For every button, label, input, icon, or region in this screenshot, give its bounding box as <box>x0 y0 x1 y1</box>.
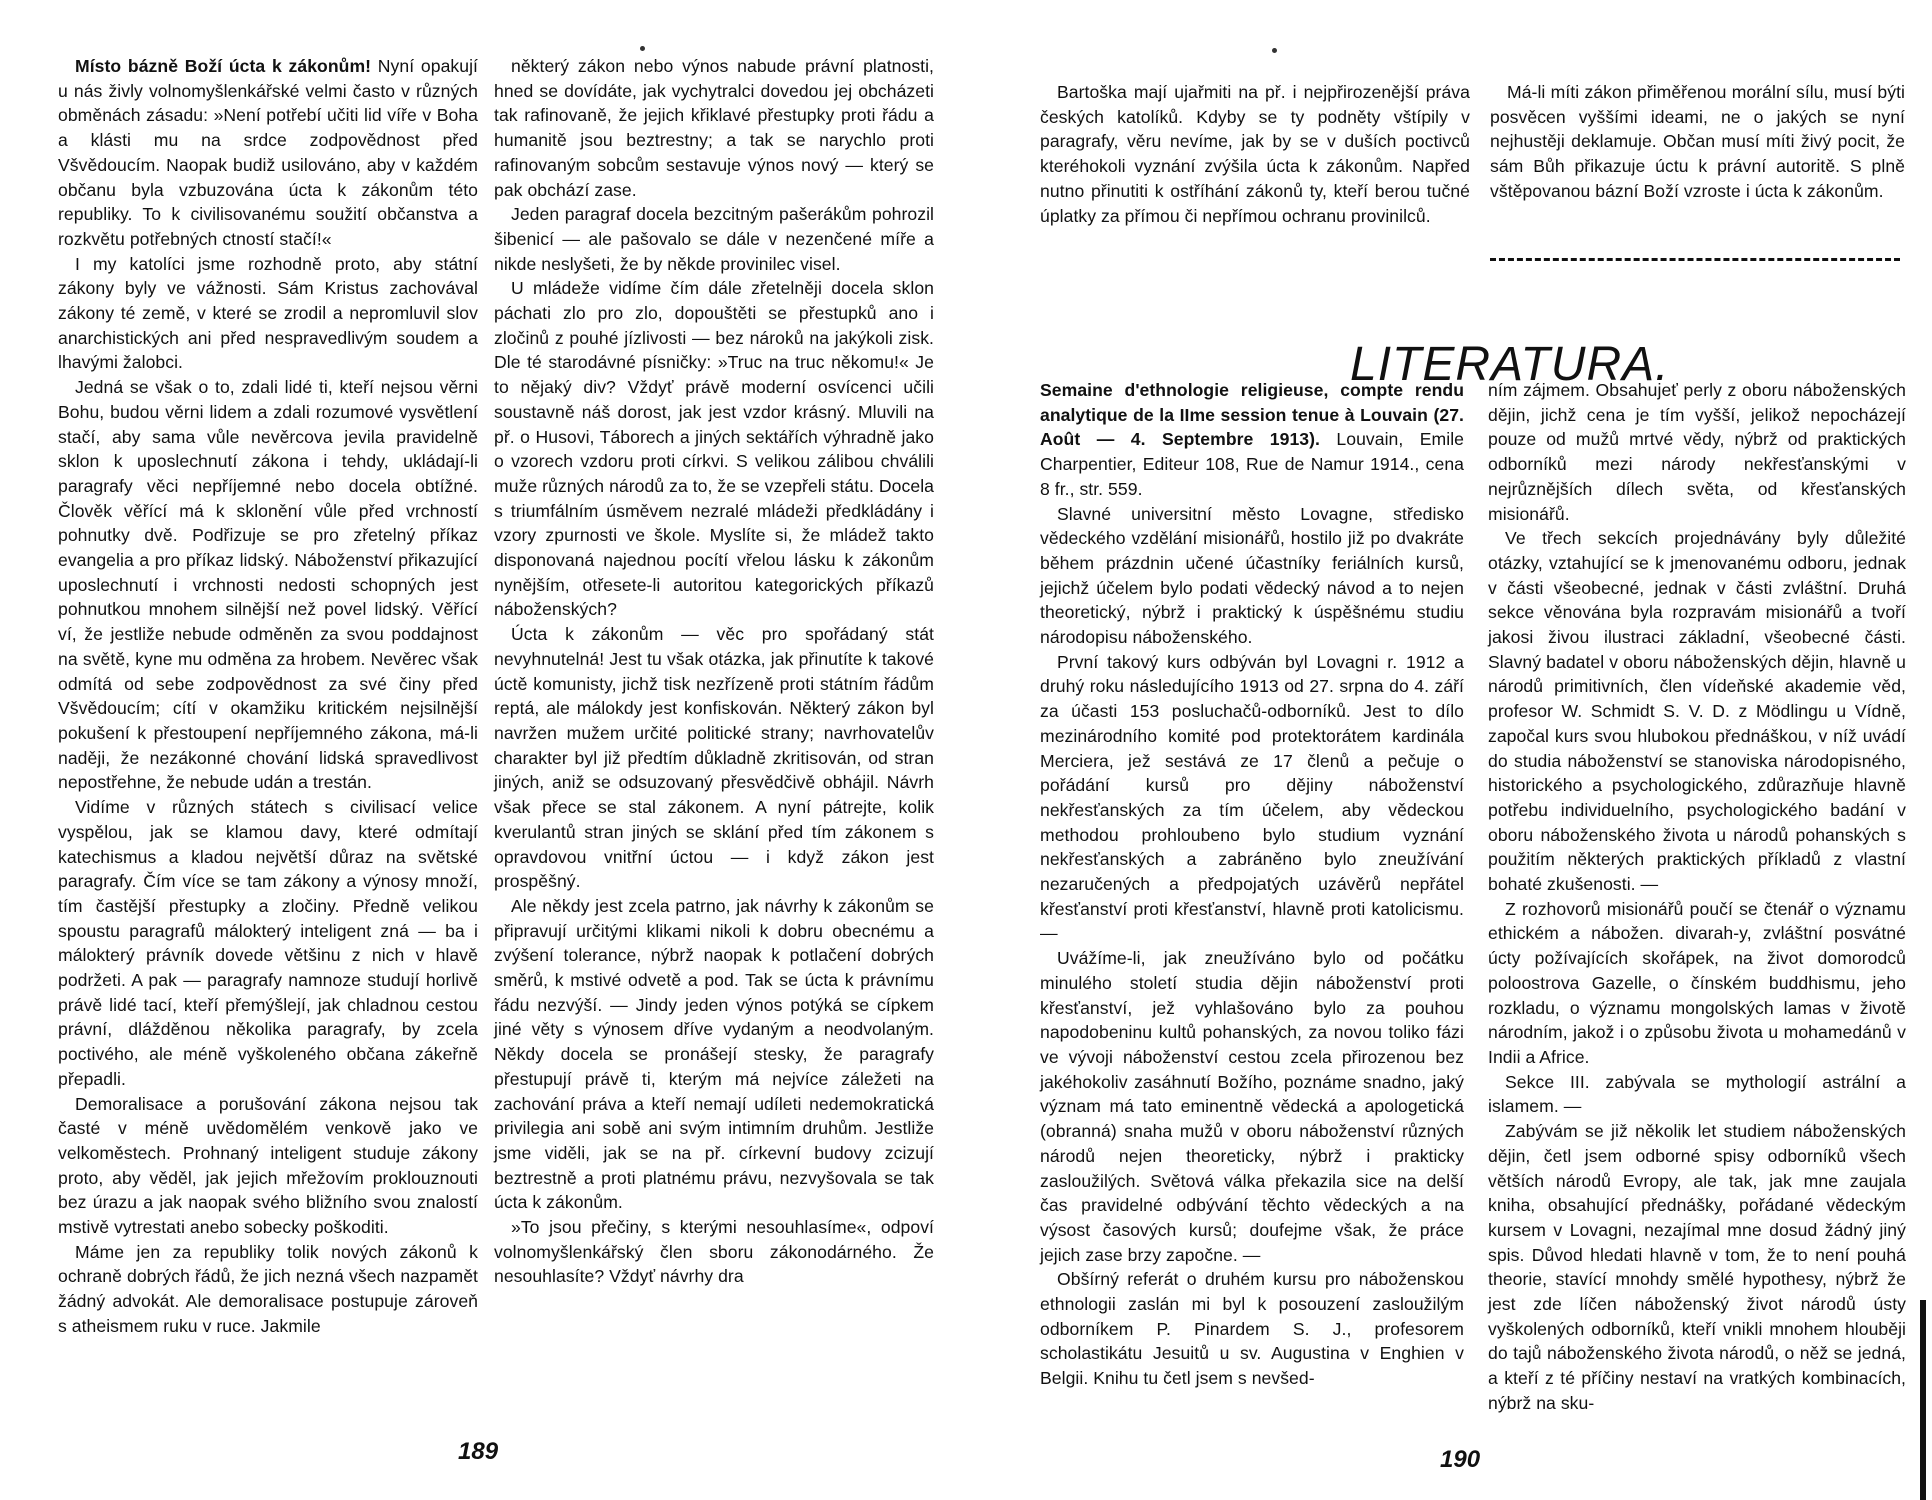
paragraph <box>1488 1070 1906 1119</box>
paragraph-text: Máme jen za republiky tolik nových zákonů k ochraně dobrých řádů, že jich nezná všech nazpamět žádný advokát. Ale demoralisace postupuje zároveň s atheismem ruku v ruce. Jakmile <box>58 1241 478 1336</box>
paragraph <box>1040 80 1470 228</box>
paragraph <box>1040 946 1464 1267</box>
paragraph-text: Nyní opakují u nás živly volnomyšlenkářské velmi často v různých obměnách zásadu: »Není potřebí učiti lid víře v Boha a klásti mu na srdce zodpovědnost před Všvědoucím. Naopak budiž usilováno, aby v každém občanu byla vzbuzována úcta k zákonům této republiky. To k civilisovanému soužití občanstva a rozkvětu potřebných ctností stačí!« <box>58 56 478 249</box>
paragraph-text: I my katolíci jsme rozhodně proto, aby státní zákony byly ve vážnosti. Sám Kristus zachovával zákony té země, v které se zrodil a nepromluvil slov anarchistických ani před nespravedlivým soudem a lhavými žalobci. <box>58 253 478 373</box>
paragraph <box>58 54 478 252</box>
paragraph <box>494 276 934 622</box>
paragraph-text: Ale někdy jest zcela patrno, jak návrhy k zákonům se připravují určitými klikami nikoli k dobru obecnému a zvýšení tolerance, nýbrž naopak k potlačení dobrých směrů, k mstivé odvetě a pod. Tak se úcta k právnímu řádu nezvýší. — Jindy jeden výnos potýká se cípkem jiné věty s výnosem dříve vydaným a neodvolaným. Někdy docela se pronášejí stesky, že paragrafy přestupují právě ti, kterým má nejvíce záležeti na zachování práva a kteří nemají udíleti nedemokratická privilegia ani sobě ani svým intimním druhům. Jestliže jsme viděli, jak se na př. církevní budovy zcizují beztrestně a proti platnému právu, nezvyšovala se tak úcta k zákonům. <box>494 895 934 1213</box>
page-number-left: 189 <box>458 1438 499 1465</box>
right-column-2 <box>1490 80 1905 204</box>
paragraph-text: některý zákon nebo výnos nabude právní platnosti, hned se dovídáte, jak vychytralci dovedou jej obcházeti tak rafinovaně, že jejich křiklavé přestupky proti řádu a humanitě jsou beztrestny; a tak se narychlo proti rafinovaným sobcům sestavuje výnos nový — který se pak obchází zase. <box>494 56 934 200</box>
paragraph <box>58 1092 478 1240</box>
paragraph-text: Uvážíme-li, jak zneužíváno bylo od počátku minulého století studia dějin náboženství proti křesťanství, jež vyhlašováno bylo za pouhou napodobeninu kultů pohanských, za novou toliko fázi ve vývoji náboženství cestou zcela přirozenou bez jakéhokoliv zasáhnutí Božího, poznáme snadno, jaký význam má tato eminentně vědecká a apologetická (obranná) snaha mužů v oboru náboženství různých národů nejen theoreticky, nýbrž i prakticky zasloužilých. Světová válka překazila sice na delší čas pravidelné odbývání těchto vědeckých a na výsost časových kursů; doufejme však, že práce jejich zase brzy započne. — <box>1040 948 1464 1265</box>
paragraph <box>58 375 478 795</box>
paragraph-lead: Místo bázně Boží úcta k zákonům! <box>75 56 372 76</box>
paragraph-text: Demoralisace a porušování zákona nejsou tak časté v méně uvědomělém venkově jako ve velkoměstech. Prohnaný inteligent studuje zákony proto, aby věděl, jak jejich mřežovím proklouznouti bez úrazu a jak naopak svého bližního svou znalostí mstivě vytrestati anebo sobecky poškoditi. <box>58 1093 478 1238</box>
paragraph-text: Slavné universitní město Lovagne, středisko vědeckého vzdělání misionářů, hostilo již po dvakráte během prázdnin učené účastníky feriálních kursů, jejichž účelem bylo podati vědecký návod a to nejen theoretický, nýbrž i praktický k úspěšnému studiu národopisu náboženského. <box>1040 503 1464 648</box>
paragraph <box>58 1240 478 1339</box>
paragraph <box>1040 650 1464 946</box>
paragraph <box>1488 1119 1906 1415</box>
paragraph-text: Obšírný referát o druhém kursu pro náboženskou ethnologii zaslán mi byl k posouzení zasloužilým odborníkem P. Pinardem S. J., profesorem scholastikátu Jesuitů u sv. Augustina v Enghien v Belgii. Knihu tu četl jsem s nevšed- <box>1040 1269 1464 1389</box>
paragraph <box>1488 897 1906 1070</box>
paragraph <box>1040 378 1464 502</box>
paragraph <box>58 252 478 376</box>
literatura-column-1 <box>1040 378 1464 1391</box>
left-column-1 <box>58 54 478 1339</box>
literatura-column-2 <box>1488 378 1906 1416</box>
paragraph <box>1488 526 1906 897</box>
paragraph <box>494 54 934 202</box>
page-number-right: 190 <box>1440 1446 1481 1473</box>
left-column-2 <box>494 54 934 1289</box>
paragraph <box>58 795 478 1091</box>
paragraph-text: U mládeže vidíme čím dále zřetelněji docela sklon páchati zlo pro zlo, dopouštěti se přestupků ano i zločinů z pouhé jízlivosti — bez nároků na jakýkoli zisk. Dle té starodávné písničky: »Truc na truc někomu!« Je to nějaký div? Vždyť právě moderní osvícenci učili soustavně náš dorost, jak jest vzdor krásný. Mluvili na př. o Husovi, Táborech a jiných sektářích výhradně jako o vzorech vzdoru proti církvi. S velikou zálibou chválili muže různých národů za to, že se vzepřeli státu. Docela s triumfálním úsměvem nezralé mládeži předkládány i vzory zpurnosti ve škole. Myslíte si, že mládež takto disponovaná najednou pocítí vřelou lásku k zákonům nynějším, otřesete-li autoritou kategorických příkazů náboženských? <box>494 278 934 620</box>
paragraph-text: Zabývám se již několik let studiem náboženských dějin, četl jsem odborné spisy odborníků všech větších národů Evropy, ale tak, jak mne zaujala kniha, obsahující přednášky, pořádané vědeckým kursem v Lovagni, nezajímal mne dosud žádný jiný spis. Důvod hledati hlavně v tom, že to není pouhá theorie, stavící mnohdy smělé hypothesy, nýbrž že jest zde líčen náboženský život národů ústy vyškolených odborníků, kteří vnikli mnohem hlouběji do tajů náboženského života národů, o něž se jedná, a kteří z té příčiny nestaví na vratkých kombinacích, nýbrž na sku- <box>1488 1121 1906 1413</box>
paragraph <box>494 894 934 1215</box>
paragraph-text: Louvain, Emile Charpentier, Editeur 108, Rue de Namur 1914., cena 8 fr., str. 559. <box>1040 429 1464 499</box>
paragraph-lead: Semaine d'ethnologie religieuse, compte rendu analytique de la IIme session tenue à Louvain (27. Août — 4. Septembre 1913). <box>1040 380 1464 450</box>
paragraph-text: Ve třech sekcích projednávány byly důležité otázky, vztahující se k jmenovanému odboru, jednak v části všeobecné, jednak v části zvláštní. Druhá sekce věnována byla rozpravám misionářů a tvoří jakosi živou ilustraci základní, všeobecné části. Slavný badatel v oboru náboženských dějin, hlavně u národů primitivních, člen vídeňské akademie věd, profesor W. Schmidt S. V. D. z Mödlingu u Vídně, započal kurs svou hlubokou přednáškou, v níž uvádí do studia náboženství se stanoviska národopisného, historického a psychologického, zdůrazňuje hlavně potřebu individuelního, psychologického badání v oboru náboženského života u národů pohanských s použitím některých praktických příkladů z vlastní bohaté zkušenosti. — <box>1488 528 1906 895</box>
print-speck <box>1272 48 1277 53</box>
paragraph <box>494 622 934 894</box>
paragraph-text: Jedná se však o to, zdali lidé ti, kteří nejsou věrni Bohu, budou věrni lidem a zdali rozumové vysvětlení stačí, aby sama vůle nevěrcova jevila pravidelně sklon k uposlechnutí zákona i tehdy, ukládají-li paragrafy věci nepříjemné nebo docela obtížné. Člověk věřící má k sklonění vůle před vrchností pohnutky dvě. Podřizuje se pro zřetelný příkaz evangelia a pro příkaz lidský. Náboženství přikazující uposlechnutí i vrchnosti nedosti schopných jest pohnutkou mnohem silnější než povel lidský. Věřící ví, že jestliže nebude odměněn za svou poddajnost na světě, kyne mu odměna za hrobem. Nevěrec však odmítá od sebe zodpovědnost za své činy před Všvědoucím; cítí v okamžiku kritickém nejsilnější pokušení k přestoupení nepříjemného zákona, má-li naději, že nezákonné chování lidská spravedlivost nepostřehne, že nebude udán a trestán. <box>58 377 478 793</box>
section-title-literatura: LITERATURA. <box>1350 338 1670 392</box>
paragraph <box>1490 80 1905 204</box>
paragraph <box>494 202 934 276</box>
paragraph <box>1040 502 1464 650</box>
paragraph-text: Úcta k zákonům — věc pro spořádaný stát nevyhnutelná! Jest tu však otázka, jak přinutíte k takové úctě komunisty, jichž tisk nezřízeně proti státním řádům reptá, ale málokdy jest konfiskován. Některý zákon byl navržen mužem určité politické strany; navrhovatelův charakter byl již předtím důkladně zkritisován, od stran jiných, aniž se odsuzovaný přesvědčivě obhájil. Návrh však přece se stal zákonem. A nyní pátrejte, kolik kverulantů stran jiných se sklání před tím zákonem s opravdovou vnitřní úctou — i když zákon jest prospěšný. <box>494 624 934 892</box>
paragraph-text: Jeden paragraf docela bezcitným pašerákům pohrozil šibenicí — ale pašovalo se dále v nezenčené míře a nikde neslyšeti, že by někde provinilec visel. <box>494 204 934 274</box>
paragraph <box>494 1215 934 1289</box>
paragraph <box>1488 378 1906 526</box>
paragraph-text: Bartoška mají ujařmiti na př. i nejpřirozenější práva českých katolíků. Kdyby se ty podněty vštípily v paragrafy, věru nevíme, jak by se v duších poctivců kteréhokoli vyznání zvýšila úcta k zákonům. Napřed nutno přinutiti k ostříhání zákonů ty, kteří berou tučné úplatky za přímou či nepřímou ochranu provinilců. <box>1040 82 1470 226</box>
paragraph <box>1040 1267 1464 1391</box>
paragraph-text: »To jsou přečiny, s kterými nesouhlasíme«, odpoví volnomyšlenkářský člen sboru zákonodárného. Že nesouhlasíte? Vždyť návrhy dra <box>494 1217 934 1287</box>
section-divider-rule <box>1490 258 1900 265</box>
right-column-1 <box>1040 80 1470 228</box>
paragraph-text: Z rozhovorů misionářů poučí se čtenář o významu ethickém a nábožen. divarah-y, zvláštní posvátné úcty požívajících skořápek, na život domorodců poloostrova Gazelle, o čínském buddhismu, jeho rozkladu, o významu mongolských lamas v životě národním, jakož i o způsobu života u mohamedánů v Indii a Africe. <box>1488 898 1906 1067</box>
paragraph-text: ním zájmem. Obsahujeť perly z oboru náboženských dějin, jichž cena je tím vyšší, jelikož nepocházejí pouze od mužů mrtvé vědy, nýbrž od praktických odborníků mezi národy nekřesťanskými v nejrůznějších dílech světa, od křesťanských misionářů. <box>1488 380 1906 524</box>
paragraph-text: Vidíme v různých státech s civilisací velice vyspělou, jak se klamou davy, které odmítají katechismus a kladou největší důraz na světské paragrafy. Čím více se tam zákony a výnosy množí, tím častější přestupky a zločiny. Předně velikou spoustu paragrafů málokterý inteligent zná — ba i málokterý právník dovede většinu z nich v hlavě podržeti. A pak — paragrafy namnoze studují horlivě právě lidé tací, kteří přemýšlejí, jak chladnou cestou právní, dlážděnou několika paragrafy, by zcela poctivého, ale méně vyškoleného občana zákeřně přepadli. <box>58 797 478 1089</box>
paragraph-text: Má-li míti zákon přiměřenou morální sílu, musí býti posvěcen vyššími ideami, ne o jakých se nyní nejhustěji deklamuje. Občan musí míti živý pocit, že sám Bůh přikazuje úctu k právní autoritě. S plně vštěpovanou bázní Boží vzroste i úcta k zákonům. <box>1490 82 1905 201</box>
paragraph-text: První takový kurs odbýván byl Lovagni r. 1912 a druhý roku následujícího 1913 od 27. srpna do 4. září za účasti 153 posluchačů-odborníků. Jest to dílo mezinárodního komité pod protektorátem kardinála Merciera, jež sestává ze 17 členů a pečuje o pořádání kursů pro dějiny náboženství nekřesťanských za tím účelem, aby vědeckou methodou prohloubeno bylo studium vyznání nekřesťanských a zabráněno bylo zneužívání nezaručených a předpojatých uzávěrů nepřátel křesťanství proti křesťanství, hlavně proti katolicismu. — <box>1040 651 1464 944</box>
paragraph-text: Sekce III. zabývala se mythologií astrální a islamem. — <box>1488 1071 1906 1117</box>
page-edge-shadow <box>1920 1300 1926 1500</box>
print-speck <box>640 46 645 51</box>
